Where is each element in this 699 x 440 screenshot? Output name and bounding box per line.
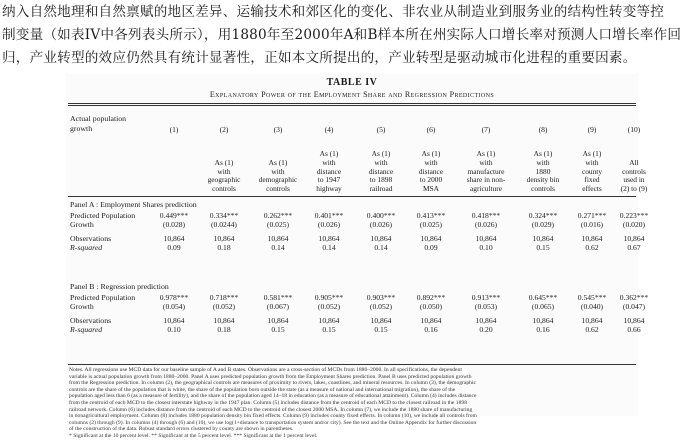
note-line-2: variable is actual population growth from 1880–2000. Panel A uses predicted population growth from the Employment Shares prediction. Panel B uses predicted population growth bbox=[69, 373, 472, 380]
panel-b-r2-2: 0.18 bbox=[217, 325, 231, 334]
panel-b-se-7: (0.053) bbox=[474, 302, 498, 311]
panel-a-r2-8: 0.15 bbox=[536, 243, 550, 252]
panel-b-se-3: (0.067) bbox=[266, 302, 290, 311]
col-header-7-line-2: with bbox=[479, 157, 493, 167]
panel-a-obs-8: 10,864 bbox=[532, 234, 554, 243]
panel-a-r2-label: R-squared bbox=[70, 243, 103, 252]
col-header-7-line-5: agriculture bbox=[469, 184, 502, 194]
col-header-9-line-5: effects bbox=[582, 184, 602, 194]
intro-line-3: 归，产业转型的效应仍然具有统计显著性，正如本文所提出的，产业转型是驱动城市化进程的重要因素。 bbox=[2, 50, 637, 66]
col-header-9-line-3: county bbox=[581, 166, 603, 176]
panel-b-obs-label: Observations bbox=[70, 316, 112, 325]
panel-b-label-2: Growth bbox=[70, 302, 94, 311]
intro-paragraph bbox=[2, 1, 694, 70]
panel-a-se-5: (0.026) bbox=[369, 220, 393, 229]
col-number-6: (6) bbox=[426, 125, 436, 134]
col-header-9-line-2: with bbox=[585, 157, 599, 167]
panel-b-r2-9: 0.62 bbox=[585, 325, 599, 334]
intro-line-1: 纳入自然地理和自然禀赋的地区差异、运输技术和郊区化的变化、非农业从制造业到服务业的结构性转变等控 bbox=[2, 4, 665, 20]
table-title: TABLE IV bbox=[326, 77, 378, 88]
note-line-4: controls are the share of the population that is white, the share of the population born outside the state (as a measure of national and international migration), the share of the bbox=[69, 386, 456, 393]
panel-b-se-4: (0.052) bbox=[317, 302, 341, 311]
header-rule bbox=[68, 196, 636, 197]
panel-b-coef-7: 0.913*** bbox=[471, 293, 501, 302]
col-number-7: (7) bbox=[481, 125, 491, 134]
col-header-5-line-1: As (1) bbox=[371, 149, 391, 158]
panel-b-se-6: (0.050) bbox=[419, 302, 443, 311]
intro-line-2: 制变量（如表IV中各列表头所示），用1880年至2000年A和B样本所在州实际人口增长率对预测人口增长率作回 bbox=[2, 27, 682, 43]
panel-b-coef-10: 0.362*** bbox=[619, 293, 649, 302]
col-header-2-line-2: with bbox=[217, 166, 231, 176]
panel-a-obs-6: 10,864 bbox=[420, 234, 442, 243]
panel-b-title: Panel B : Regression prediction bbox=[70, 282, 169, 291]
panel-b-obs-5: 10,864 bbox=[370, 316, 392, 325]
col-header-4-line-4: to 1947 bbox=[317, 175, 341, 185]
top-rule bbox=[68, 103, 636, 104]
panel-b-r2-7: 0.20 bbox=[479, 325, 493, 334]
panel-a-se-1: (0.028) bbox=[162, 220, 186, 229]
panel-b-obs-8: 10,864 bbox=[532, 316, 554, 325]
col-number-10: (10) bbox=[627, 125, 641, 134]
panel-a-se-9: (0.016) bbox=[580, 220, 604, 229]
panel-a-r2-10: 0.67 bbox=[627, 243, 641, 252]
panel-b-se-5: (0.052) bbox=[369, 302, 393, 311]
col-header-2-line-3: geographic bbox=[207, 175, 241, 185]
col-header-5-line-3: distance bbox=[368, 166, 394, 176]
col-header-4-line-3: distance bbox=[316, 166, 342, 176]
panel-a-coef-10: 0.223*** bbox=[619, 211, 649, 220]
panel-a-se-3: (0.025) bbox=[266, 220, 290, 229]
panel-b-obs-3: 10,864 bbox=[267, 316, 289, 325]
col-header-9-line-4: fixed bbox=[584, 175, 600, 185]
panel-a-se-2: (0.0244) bbox=[211, 220, 237, 229]
panel-a-se-10: (0.020) bbox=[622, 220, 646, 229]
note-line-5: population aged less than 6 (as a measure of fertility), and the share of the population aged 14–18 in education (as a measure of educational attainment). Column (4) includes distance bbox=[69, 393, 477, 400]
col-header-8-line-4: density bin bbox=[526, 175, 560, 185]
panel-b-r2-10: 0.66 bbox=[627, 325, 641, 334]
col-header-8-line-2: with bbox=[536, 157, 550, 167]
panel-b-coef-3: 0.581*** bbox=[263, 293, 293, 302]
col-header-8-line-3: 1880 bbox=[535, 166, 551, 176]
col-header-6-line-3: distance bbox=[418, 166, 444, 176]
col-header-5-line-5: railroad bbox=[369, 184, 393, 194]
col-header-7-line-1: As (1) bbox=[476, 149, 496, 158]
panel-a-title: Panel A : Employment Shares prediction bbox=[70, 200, 197, 209]
panel-a-se-6: (0.025) bbox=[419, 220, 443, 229]
col-header-10-line-2: controls bbox=[622, 166, 646, 176]
panel-b-r2-label: R-squared bbox=[70, 325, 103, 334]
note-line-1: Notes. All regressions use MCD data for our baseline sample of A and B states. Observations are a cross-section of MCDs from 1880–2000. In all specifications, the dependent bbox=[69, 367, 462, 373]
col-header-6-line-1: As (1) bbox=[421, 149, 441, 158]
panel-a-coef-7: 0.418*** bbox=[471, 211, 501, 220]
panel-a-obs-7: 10,864 bbox=[475, 234, 497, 243]
panel-a-se-8: (0.029) bbox=[531, 220, 555, 229]
table-subtitle: Explanatory Power of the Employment Share and Regression Predictions bbox=[209, 90, 495, 99]
panel-b-coef-1: 0.978*** bbox=[159, 293, 189, 302]
panel-b-coef-6: 0.892*** bbox=[416, 293, 446, 302]
col-header-7-line-4: share in non- bbox=[466, 175, 506, 185]
panel-a-r2-1: 0.09 bbox=[167, 243, 181, 252]
panel-a-obs-5: 10,864 bbox=[370, 234, 392, 243]
panel-b-se-2: (0.052) bbox=[212, 302, 236, 311]
col-header-10-line-1: All bbox=[629, 157, 639, 167]
panel-b-se-10: (0.047) bbox=[622, 302, 646, 311]
row-label-head-2: growth bbox=[70, 124, 93, 133]
col-header-3-line-4: controls bbox=[266, 184, 290, 194]
panel-a-obs-1: 10,864 bbox=[163, 234, 185, 243]
panel-b-coef-9: 0.545*** bbox=[577, 293, 607, 302]
col-header-3-line-3: demographic bbox=[258, 175, 298, 185]
col-header-5-line-4: to 1898 bbox=[369, 175, 393, 185]
panel-a-obs-10: 10,864 bbox=[623, 234, 645, 243]
panel-b-r2-6: 0.16 bbox=[424, 325, 438, 334]
panel-b-coef-8: 0.645*** bbox=[528, 293, 558, 302]
col-number-3: (3) bbox=[273, 125, 283, 134]
top-rule-double bbox=[68, 105, 636, 106]
row-label-head-1: Actual population bbox=[70, 114, 127, 123]
col-number-8: (8) bbox=[538, 125, 548, 134]
table-notes bbox=[69, 367, 635, 440]
col-header-4-line-5: highway bbox=[316, 184, 342, 194]
panel-b-coef-2: 0.718*** bbox=[209, 293, 239, 302]
panel-b-se-1: (0.054) bbox=[162, 302, 186, 311]
panel-b-r2-3: 0.15 bbox=[271, 325, 285, 334]
col-header-9-line-1: As (1) bbox=[582, 149, 602, 158]
panel-b-coef-5: 0.903*** bbox=[366, 293, 396, 302]
panel-b-obs-6: 10,864 bbox=[420, 316, 442, 325]
panel-b-obs-4: 10,864 bbox=[318, 316, 340, 325]
note-line-8: in nonagricultural employment. Column (8) includes 1880 population density bin fixed effects. Column (9) includes county fixed effects. In column (10), we include all controls from bbox=[69, 413, 477, 420]
panel-a-r2-6: 0.09 bbox=[424, 243, 438, 252]
note-line-9: columns (2) through (9). In columns (4) through (6) and (10), we use log(1+distance to transportation system and/or city). See the text and the Online Appendix for further discussion bbox=[69, 419, 477, 426]
panel-a-r2-9: 0.62 bbox=[585, 243, 599, 252]
col-header-10-line-3: used in bbox=[623, 175, 645, 185]
panel-a-obs-3: 10,864 bbox=[267, 234, 289, 243]
col-header-7-line-3: manufacture bbox=[467, 166, 505, 176]
panel-b-obs-1: 10,864 bbox=[163, 316, 185, 325]
panel-b-obs-10: 10,864 bbox=[623, 316, 645, 325]
col-header-4-line-2: with bbox=[322, 157, 336, 167]
panel-b-r2-5: 0.15 bbox=[374, 325, 388, 334]
note-line-10: of the construction of the data. Robust standard errors clustered by county are shown in parentheses. bbox=[69, 426, 294, 433]
panel-a-r2-2: 0.18 bbox=[217, 243, 231, 252]
note-line-11: * Significant at the 10 percent level. ** Significant at the 5 percent level. *** Significant at the 1 percent level. bbox=[69, 432, 318, 439]
col-number-9: (9) bbox=[587, 125, 597, 134]
panel-a-coef-1: 0.449*** bbox=[159, 211, 189, 220]
panel-a-coef-8: 0.324*** bbox=[528, 211, 558, 220]
panel-a-r2-7: 0.10 bbox=[479, 243, 493, 252]
panel-a-r2-3: 0.14 bbox=[271, 243, 285, 252]
table-figure bbox=[66, 74, 649, 439]
panel-b-r2-8: 0.16 bbox=[536, 325, 550, 334]
col-header-5-line-2: with bbox=[374, 157, 388, 167]
panel-b-se-8: (0.065) bbox=[531, 302, 555, 311]
panel-a-obs-4: 10,864 bbox=[318, 234, 340, 243]
panel-a-se-7: (0.026) bbox=[474, 220, 498, 229]
panel-b-se-9: (0.040) bbox=[580, 302, 604, 311]
col-header-3-line-1: As (1) bbox=[268, 157, 288, 167]
panel-a-label-2: Growth bbox=[70, 220, 94, 229]
col-header-4-line-1: As (1) bbox=[319, 149, 339, 158]
col-header-6-line-4: to 2000 bbox=[419, 175, 443, 185]
panel-a-se-4: (0.026) bbox=[317, 220, 341, 229]
col-header-10-line-4: (2) to (9) bbox=[620, 184, 648, 194]
panel-a-coef-5: 0.400*** bbox=[366, 211, 396, 220]
col-header-8-line-1: As (1) bbox=[533, 149, 553, 158]
panel-a-r2-5: 0.14 bbox=[374, 243, 388, 252]
panel-b-obs-7: 10,864 bbox=[475, 316, 497, 325]
panel-a-coef-3: 0.262*** bbox=[263, 211, 293, 220]
col-header-2-line-1: As (1) bbox=[214, 157, 234, 167]
col-number-1: (1) bbox=[169, 125, 179, 134]
panel-a-obs-label: Observations bbox=[70, 234, 112, 243]
panel-a-coef-6: 0.413*** bbox=[416, 211, 446, 220]
panel-b-r2-4: 0.15 bbox=[322, 325, 336, 334]
col-header-3-line-2: with bbox=[271, 166, 285, 176]
panel-b-obs-9: 10,864 bbox=[581, 316, 603, 325]
panel-b-label-1: Predicted Population bbox=[70, 293, 136, 302]
col-header-8-line-5: controls bbox=[531, 184, 555, 194]
panel-a-coef-2: 0.334*** bbox=[209, 211, 239, 220]
panel-a-coef-4: 0.401*** bbox=[314, 211, 344, 220]
col-number-4: (4) bbox=[324, 125, 334, 134]
col-header-6-line-2: with bbox=[424, 157, 438, 167]
note-line-3: from the Regression prediction. In column (2), the geographical controls are measures of proximity to rivers, lakes, coastlines, and mineral resources. In column (3), the demographic bbox=[69, 380, 476, 387]
panel-a-r2-4: 0.14 bbox=[322, 243, 336, 252]
col-header-6-line-5: MSA bbox=[422, 184, 440, 194]
panel-a-obs-9: 10,864 bbox=[581, 234, 603, 243]
panel-a-label-1: Predicted Population bbox=[70, 211, 136, 220]
col-number-5: (5) bbox=[376, 125, 386, 134]
panel-b-coef-4: 0.905*** bbox=[314, 293, 344, 302]
panel-a-coef-9: 0.271*** bbox=[577, 211, 607, 220]
note-line-6: from the centroid of each MCD to the closest interstate highway in the 1947 plan. Column (5) includes distance from the centroid of each MCD to the closest railroad in the 1898 bbox=[69, 399, 467, 406]
note-line-7: railroad network. Column (6) includes distance from the centroid of each MCD to the centroid of the closest 2000 MSA. In column (7), we include the 1880 share of manufacturing bbox=[69, 406, 473, 413]
col-header-2-line-4: controls bbox=[212, 184, 236, 194]
col-number-2: (2) bbox=[219, 125, 229, 134]
panel-b-r2-1: 0.10 bbox=[167, 325, 181, 334]
panel-a-obs-2: 10,864 bbox=[213, 234, 235, 243]
panel-b-obs-2: 10,864 bbox=[213, 316, 235, 325]
bottom-rule bbox=[68, 364, 636, 365]
